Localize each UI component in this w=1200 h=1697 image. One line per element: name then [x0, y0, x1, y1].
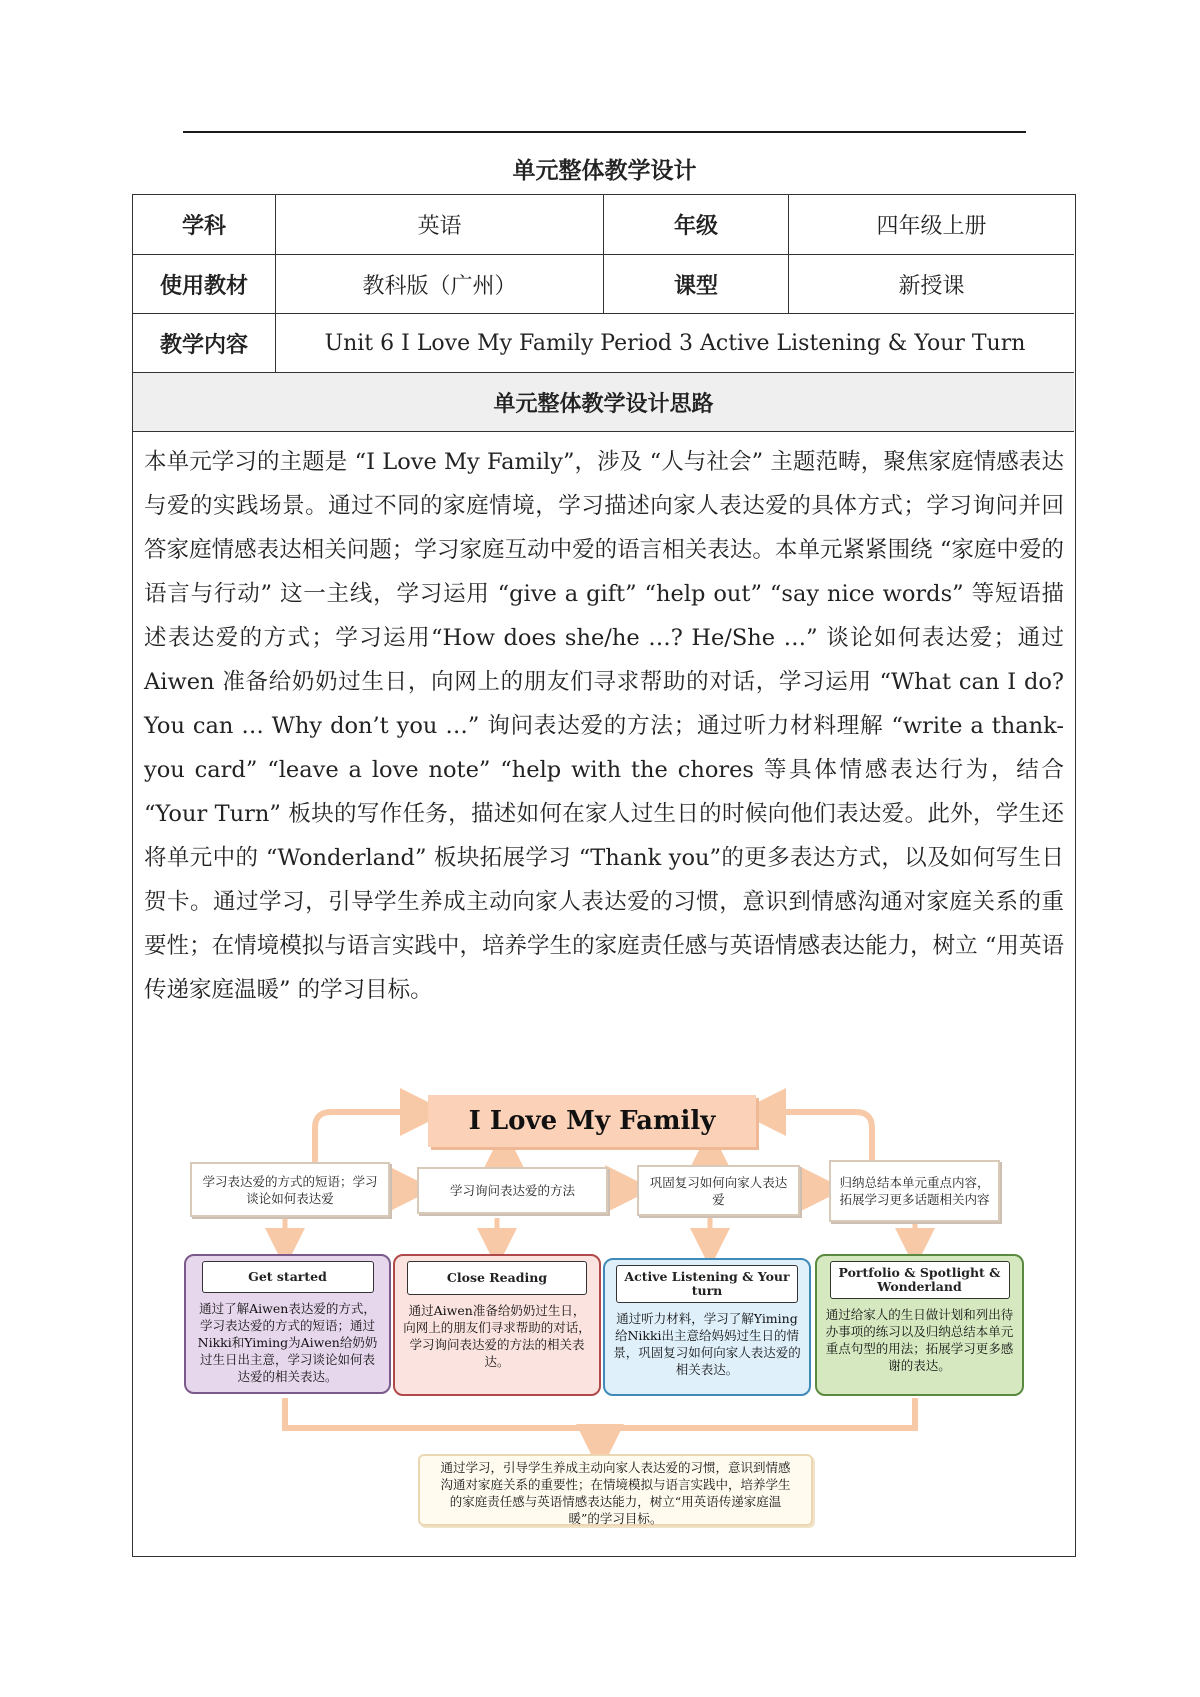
module-portfolio-spotlight-wonderland [815, 1254, 1024, 1396]
module-text: 通过给家人的生日做计划和列出待办事项的练习以及归纳总结本单元重点句型的用法；拓展学习更多感谢的表达。 [825, 1307, 1014, 1373]
lesson-type-label: 课型 [604, 255, 789, 314]
top-box-3: 巩固复习如何向家人表达爱 [637, 1165, 800, 1216]
document-title: 单元整体教学设计 [512, 158, 697, 184]
subject-value: 英语 [276, 195, 604, 255]
design-paragraph: 本单元学习的主题是 “I Love My Family”，涉及 “人与社会” 主题范畴，聚焦家庭情感表达与爱的实践场景。通过不同的家庭情境，学习描述向家人表达爱的具体方式；学习询问并回答家庭情感表达相关问题；学习家庭互动中爱的语言相关表达。本单元紧紧围绕 “家庭中爱的语言与行动” 这一主线，学习运用 “give a gift” “help out” “say nice words” 等短语描述表达爱的方式；学习运用“How does she/he …? He/She …” 谈论如何表达爱；通过 Aiwen 准备给奶奶过生日，向网上的朋友们寻求帮助的对话，学习运用 “What can I do? You can … Why don’t you …” 询问表达爱的方法；通过听力材料理解 “write a thank-you card” “leave a love note” “help with the chores 等具体情感表达行为，结合 “Your Turn” 板块的写作任务，描述如何在家人过生日的时候向他们表达爱。此外，学生还将单元中的 “Wonderland” 板块拓展学习 “Thank you”的更多表达方式，以及如何写生日贺卡。通过学习，引导学生养成主动向家人表达爱的习惯，意识到情感沟通对家庭关系的重要性；在情境模拟与语言实践中，培养学生的家庭责任感与英语情感表达能力，树立 “用英语传递家庭温暖” 的学习目标。 [144, 449, 1064, 1003]
module-get-started [184, 1254, 391, 1394]
module-text: 通过Aiwen准备给奶奶过生日，向网上的朋友们寻求帮助的对话，学习询问表达爱的方法的相关表达。 [403, 1303, 591, 1369]
content-label: 教学内容 [133, 314, 276, 373]
module-close-reading [393, 1254, 601, 1396]
top-box-1: 学习表达爱的方式的短语；学习谈论如何表达爱 [190, 1162, 390, 1217]
header-rule [183, 131, 1026, 133]
module-title: Active Listening & Your turn [616, 1265, 798, 1303]
grade-label: 年级 [604, 195, 789, 255]
subject-label: 学科 [133, 195, 276, 255]
module-title: Close Reading [407, 1261, 587, 1295]
module-text: 通过听力材料，学习了解Yiming给Nikki出主意给妈妈过生日的情景，巩固复习如何向家人表达爱的相关表达。 [613, 1311, 801, 1377]
textbook-label: 使用教材 [133, 255, 276, 314]
module-active-listening [603, 1258, 811, 1396]
diagram-title: I Love My Family [428, 1095, 756, 1147]
top-box-2: 学习询问表达爱的方法 [417, 1167, 608, 1214]
grade-value: 四年级上册 [789, 195, 1074, 255]
top-box-4: 归纳总结本单元重点内容，拓展学习更多话题相关内容 [829, 1160, 1000, 1222]
module-text: 通过了解Aiwen表达爱的方式，学习表达爱的方式的短语；通过Nikki和Yiming为Aiwen给奶奶过生日出主意，学习谈论如何表达爱的相关表达。 [197, 1301, 378, 1384]
content-value: Unit 6 I Love My Family Period 3 Active Listening & Your Turn [276, 314, 1074, 373]
summary-box: 通过学习，引导学生养成主动向家人表达爱的习惯，意识到情感沟通对家庭关系的重要性；在情境模拟与语言实践中，培养学生的家庭责任感与英语情感表达能力，树立“用英语传递家庭温暖”的学习目标。 [418, 1454, 813, 1526]
module-title: Portfolio & Spotlight & Wonderland [830, 1261, 1010, 1299]
lesson-type-value: 新授课 [789, 255, 1074, 314]
module-title: Get started [202, 1261, 374, 1293]
design-section-heading: 单元整体教学设计思路 [133, 373, 1074, 432]
textbook-value: 教科版（广州） [276, 255, 604, 314]
